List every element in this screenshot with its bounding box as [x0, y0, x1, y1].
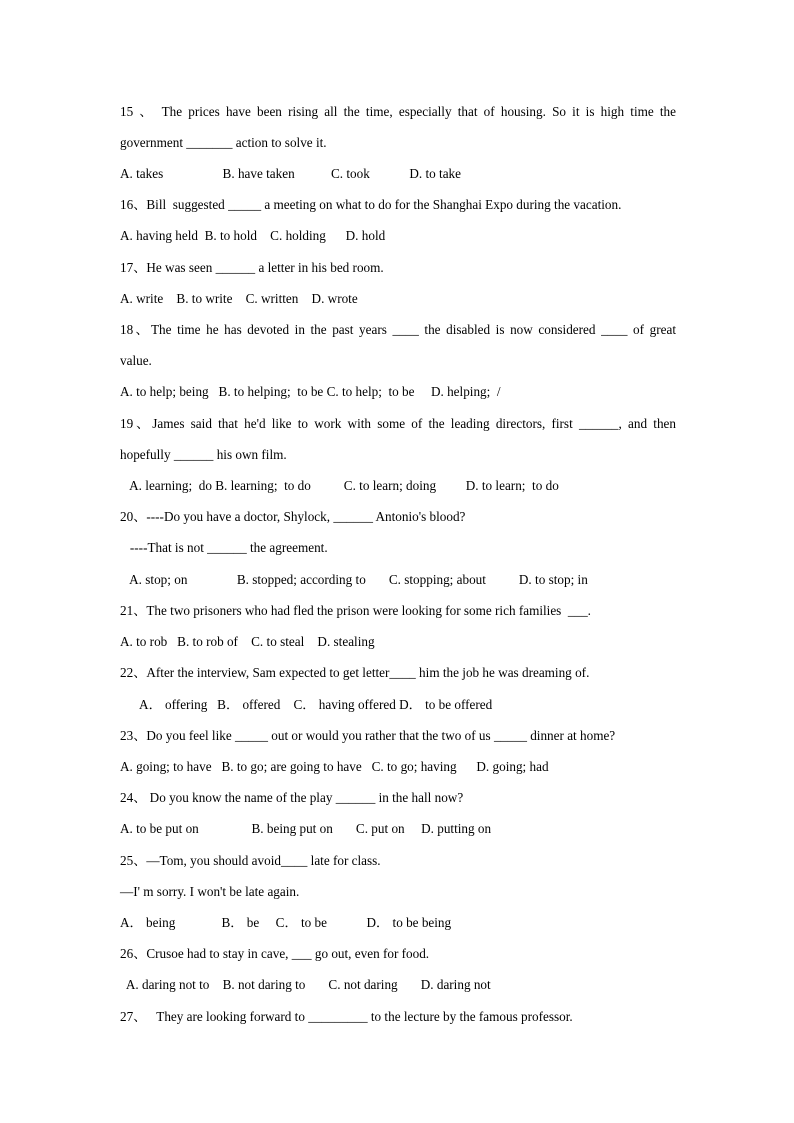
text-line: —I' m sorry. I won't be late again. — [120, 884, 300, 899]
text-line: 21、The two prisoners who had fled the prison were looking for some rich families ___. — [120, 603, 591, 618]
text-line: 19、James said that he'd like to work with some of the leading directors, first ______, and then — [120, 416, 676, 431]
text-line: A. to help; being B. to helping; to be C. to help; to be D. helping; / — [120, 384, 501, 399]
text-line: A. going; to have B. to go; are going to have C. to go; having D. going; had — [120, 759, 549, 774]
text-line: 22、After the interview, Sam expected to get letter____ him the job he was dreaming of. — [120, 665, 590, 680]
text-line: 25、—Tom, you should avoid____ late for class. — [120, 853, 381, 868]
text-line: A. stop; on B. stopped; according to C. stopping; about D. to stop; in — [120, 572, 588, 587]
text-line: government _______ action to solve it. — [120, 135, 327, 150]
text-line: 27、 They are looking forward to _________ to the lecture by the famous professor. — [120, 1009, 573, 1024]
text-line: A. learning; do B. learning; to do C. to learn; doing D. to learn; to do — [120, 478, 559, 493]
text-line: A. to rob B. to rob of C. to steal D. stealing — [120, 634, 375, 649]
text-line: hopefully ______ his own film. — [120, 447, 287, 462]
text-line: 17、He was seen ______ a letter in his bed room. — [120, 260, 384, 275]
text-line: 20、----Do you have a doctor, Shylock, ______ Antonio's blood? — [120, 509, 466, 524]
text-line: value. — [120, 353, 152, 368]
text-line: 26、Crusoe had to stay in cave, ___ go out, even for food. — [120, 946, 430, 961]
text-line: 15 、 The prices have been rising all the time, especially that of housing. So it is high time the — [120, 104, 676, 119]
text-line: A. having held B. to hold C. holding D. hold — [120, 228, 386, 243]
text-line: 18、The time he has devoted in the past years ____ the disabled is now considered ____ of great — [120, 322, 676, 337]
text-line: 23、Do you feel like _____ out or would you rather that the two of us _____ dinner at home? — [120, 728, 616, 743]
text-line: A. daring not to B. not daring to C. not daring D. daring not — [120, 977, 491, 992]
text-line: 24、 Do you know the name of the play ______ in the hall now? — [120, 790, 464, 805]
text-line: 16、Bill suggested _____ a meeting on what to do for the Shanghai Expo during the vacation. — [120, 197, 622, 212]
text-line: A. takes B. have taken C. took D. to take — [120, 166, 461, 181]
text-line: ----That is not ______ the agreement. — [120, 540, 328, 555]
text-line: A． offering B． offered C． having offered D． to be offered — [120, 697, 493, 712]
text-line: A. write B. to write C. written D. wrote — [120, 291, 358, 306]
text-line: A. to be put on B. being put on C. put on D. putting on — [120, 821, 492, 836]
text-line: A． being B． be C． to be D． to be being — [120, 915, 452, 930]
